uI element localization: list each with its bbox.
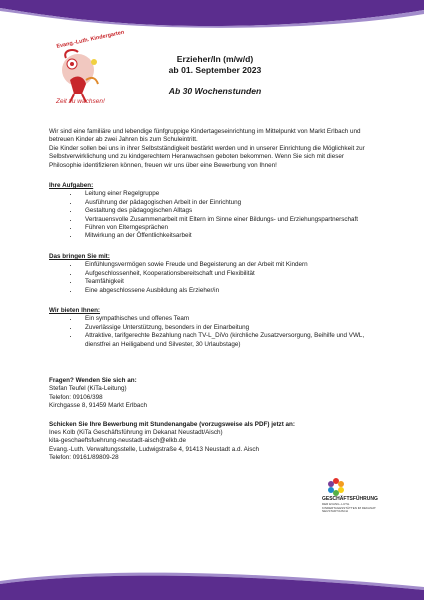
list-item: • Führen von Elterngesprächen: [79, 224, 375, 232]
requirements-title: Das bringen Sie mit:: [49, 252, 110, 260]
application-address: Evang.-Luth. Verwaltungsstelle, Ludwigstraße 4, 91413 Neustadt a.d. Aisch: [49, 445, 260, 453]
list-item: • Mitwirkung an der Öffentlichkeitsarbeit: [79, 232, 375, 240]
tasks-section: [49, 182, 375, 241]
list-item: • Leitung einer Regelgruppe: [79, 190, 375, 198]
tasks-list: [49, 190, 375, 240]
logo-tagline: Zeit zu wachsen!: [56, 98, 105, 105]
job-title: Erzieher/In (m/w/d): [176, 54, 254, 64]
job-header: [130, 54, 300, 96]
contact-address: Kirchgasse 8, 91459 Markt Erlbach: [49, 402, 148, 410]
job-description: [49, 128, 375, 463]
gf-logo-title: GESCHÄFTSFÜHRUNG: [322, 496, 378, 502]
application-phone: Telefon: 09161/89809-28: [49, 454, 119, 462]
offers-list: [49, 315, 375, 349]
list-item: • Zuverlässige Unterstützung, besonders in der Einarbeitung: [79, 324, 375, 332]
requirements-section: [49, 253, 375, 295]
list-item: • Ausführung der pädagogischen Arbeit in der Einrichtung: [79, 199, 375, 207]
offers-title: Wir bieten Ihnen:: [49, 306, 101, 314]
list-item: • Gestaltung des pädagogischen Alltags: [79, 207, 375, 215]
application-email[interactable]: kita-geschaeftsfuehrung-neustadt-aisch@elkb.de: [49, 437, 186, 445]
list-item: • Teamfähigkeit: [79, 278, 375, 286]
contact-block: [49, 377, 375, 411]
contact-phone: Telefon: 09106/398: [49, 393, 103, 401]
contact-question: Fragen? Wenden Sie sich an:: [49, 376, 137, 384]
offers-section: [49, 307, 375, 349]
intro-paragraph-1: Wir sind eine familiäre und lebendige fünfgruppige Kindertageseinrichtung im Mittelpunkt von Markt Erlbach und betreuen Kinder ab zwei Jahren bis zum Schuleintritt.: [49, 128, 361, 144]
list-item: • Ein sympathisches und offenes Team: [79, 315, 375, 323]
list-item: • Aufgeschlossenheit, Kooperationsbereitschaft und Flexibilität: [79, 270, 375, 278]
requirements-list: [49, 261, 375, 295]
list-item: • Attraktive, tarifgerechte Bezahlung nach TV-L_DiVo (kirchliche Zusatzversorgung, Beihilfe und VWL, dienstfrei an Heiligabend und Silvester, 30 Urlaubstage): [79, 332, 375, 349]
tasks-title: Ihre Aufgaben:: [49, 182, 94, 190]
list-item: • Eine abgeschlossene Ausbildung als Erzieher/in: [79, 287, 375, 295]
application-block: [49, 421, 339, 463]
intro-paragraph-2: Die Kinder sollen bei uns in ihrer Selbstständigkeit bestärkt werden und in unserer Einrichtung die Möglichkeit zur Selbstverwirklichung und zu kindgerechtem Heranwachsen geboten bekommen. Wenn Sie sich mit dieser Philosophie identifizieren können, freuen wir uns über eine Bewerbung von Ihnen!: [49, 144, 365, 169]
application-heading: Schicken Sie Ihre Bewerbung mit Stundenangabe (vorzugsweise als PDF) jetzt an:: [49, 420, 295, 428]
top-wave-decoration: [0, 0, 424, 30]
list-item: • Einfühlungsvermögen sowie Freude und Begeisterung an der Arbeit mit Kindern: [79, 261, 375, 269]
start-date: ab 01. September 2023: [168, 65, 262, 75]
logo-arc-text: Evang.-Luth. Kindergarten: [56, 29, 125, 50]
application-name: Ines Kolb (KiTa Geschäftsführung im Dekanat Neustadt/Aisch): [49, 428, 223, 436]
contact-name: Stefan Teufel (KiTa-Leitung): [49, 385, 127, 393]
weekly-hours: Ab 30 Wochenstunden: [168, 86, 262, 96]
bottom-wave-decoration: [0, 570, 424, 600]
gf-logo-subtitle: DER EVANG.-LUTH. KINDERTAGESSTÄTTEN IM DEKANAT NEUSTADT/AISCH: [322, 502, 376, 514]
list-item: • Vertrauensvolle Zusammenarbeit mit Eltern im Sinne einer Bildungs- und Erziehungspartnerschaft: [79, 216, 375, 224]
